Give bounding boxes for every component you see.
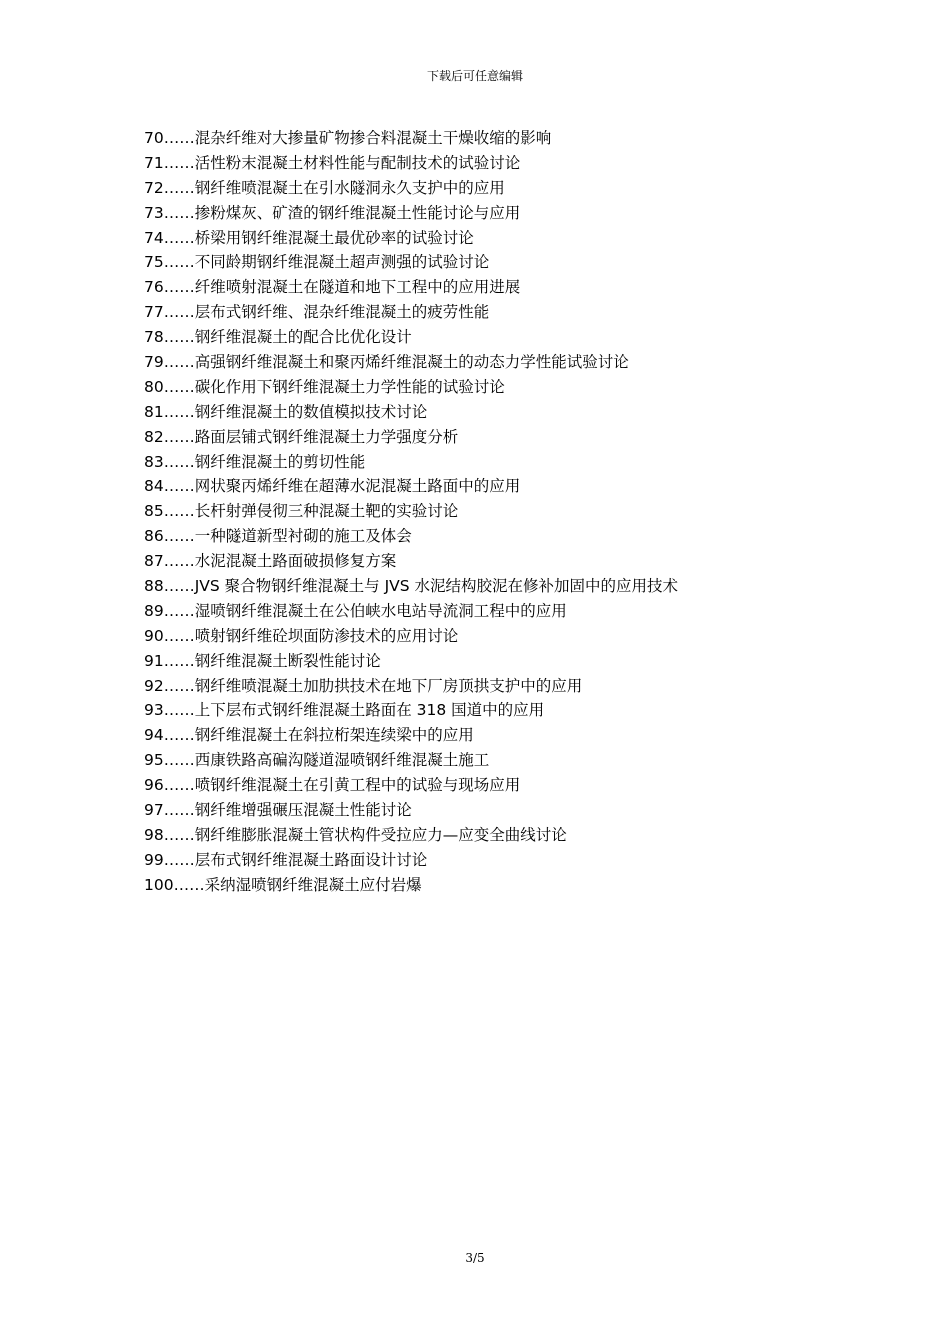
list-item: 93……上下层布式钢纤维混凝土路面在 318 国道中的应用 [144, 701, 545, 720]
list-item: 92……钢纤维喷混凝土加肋拱技术在地下厂房顶拱支护中的应用 [144, 676, 583, 695]
list-item: 86……一种隧道新型衬砌的施工及体会 [144, 527, 412, 546]
list-item: 78……钢纤维混凝土的配合比优化设计 [144, 328, 412, 347]
list-item: 79……高强钢纤维混凝土和聚丙烯纤维混凝土的动态力学性能试验讨论 [144, 353, 629, 372]
list-item: 98……钢纤维膨胀混凝土管状构件受拉应力—应变全曲线讨论 [144, 825, 567, 844]
list-item: 81……钢纤维混凝土的数值模拟技术讨论 [144, 402, 428, 421]
list-item: 74……桥梁用钢纤维混凝土最优砂率的试验讨论 [144, 228, 474, 247]
list-item: 77……层布式钢纤维、混杂纤维混凝土的疲劳性能 [144, 303, 490, 322]
list-item: 82……路面层铺式钢纤维混凝土力学强度分析 [144, 427, 459, 446]
list-item: 83……钢纤维混凝土的剪切性能 [144, 452, 366, 471]
list-item: 95……西康铁路高碥沟隧道湿喷钢纤维混凝土施工 [144, 751, 490, 770]
list-item: 84……网状聚丙烯纤维在超薄水泥混凝土路面中的应用 [144, 477, 521, 496]
list-item: 71……活性粉末混凝土材料性能与配制技术的试验讨论 [144, 153, 521, 172]
list-item: 89……湿喷钢纤维混凝土在公伯峡水电站导流洞工程中的应用 [144, 601, 567, 620]
reference-list [144, 126, 678, 898]
list-item: 75……不同龄期钢纤维混凝土超声测强的试验讨论 [144, 253, 490, 272]
list-item: 99……层布式钢纤维混凝土路面设计讨论 [144, 850, 428, 869]
list-item: 88……JVS 聚合物钢纤维混凝土与 JVS 水泥结构胶泥在修补加固中的应用技术 [144, 577, 679, 596]
list-item: 96……喷钢纤维混凝土在引黄工程中的试验与现场应用 [144, 776, 521, 795]
list-item: 72……钢纤维喷混凝土在引水隧洞永久支护中的应用 [144, 178, 505, 197]
list-item: 70……混杂纤维对大掺量矿物掺合料混凝土干燥收缩的影响 [144, 129, 552, 147]
page-header: 下载后可任意编辑 [426, 69, 523, 83]
list-item: 80……碳化作用下钢纤维混凝土力学性能的试验讨论 [144, 377, 505, 396]
list-item: 97……钢纤维增强碾压混凝土性能讨论 [144, 801, 412, 820]
list-item: 94……钢纤维混凝土在斜拉桁架连续梁中的应用 [144, 726, 474, 745]
list-item: 91……钢纤维混凝土断裂性能讨论 [144, 651, 381, 670]
list-item: 85……长杆射弹侵彻三种混凝土靶的实验讨论 [144, 502, 459, 521]
list-item: 100……采纳湿喷钢纤维混凝土应付岩爆 [144, 875, 422, 894]
list-item: 73……掺粉煤灰、矿渣的钢纤维混凝土性能讨论与应用 [144, 203, 521, 222]
page-number: 3/5 [465, 1251, 485, 1265]
list-item: 76……纤维喷射混凝土在隧道和地下工程中的应用进展 [144, 278, 521, 297]
list-item: 90……喷射钢纤维砼坝面防渗技术的应用讨论 [144, 626, 459, 645]
list-item: 87……水泥混凝土路面破损修复方案 [144, 552, 397, 571]
